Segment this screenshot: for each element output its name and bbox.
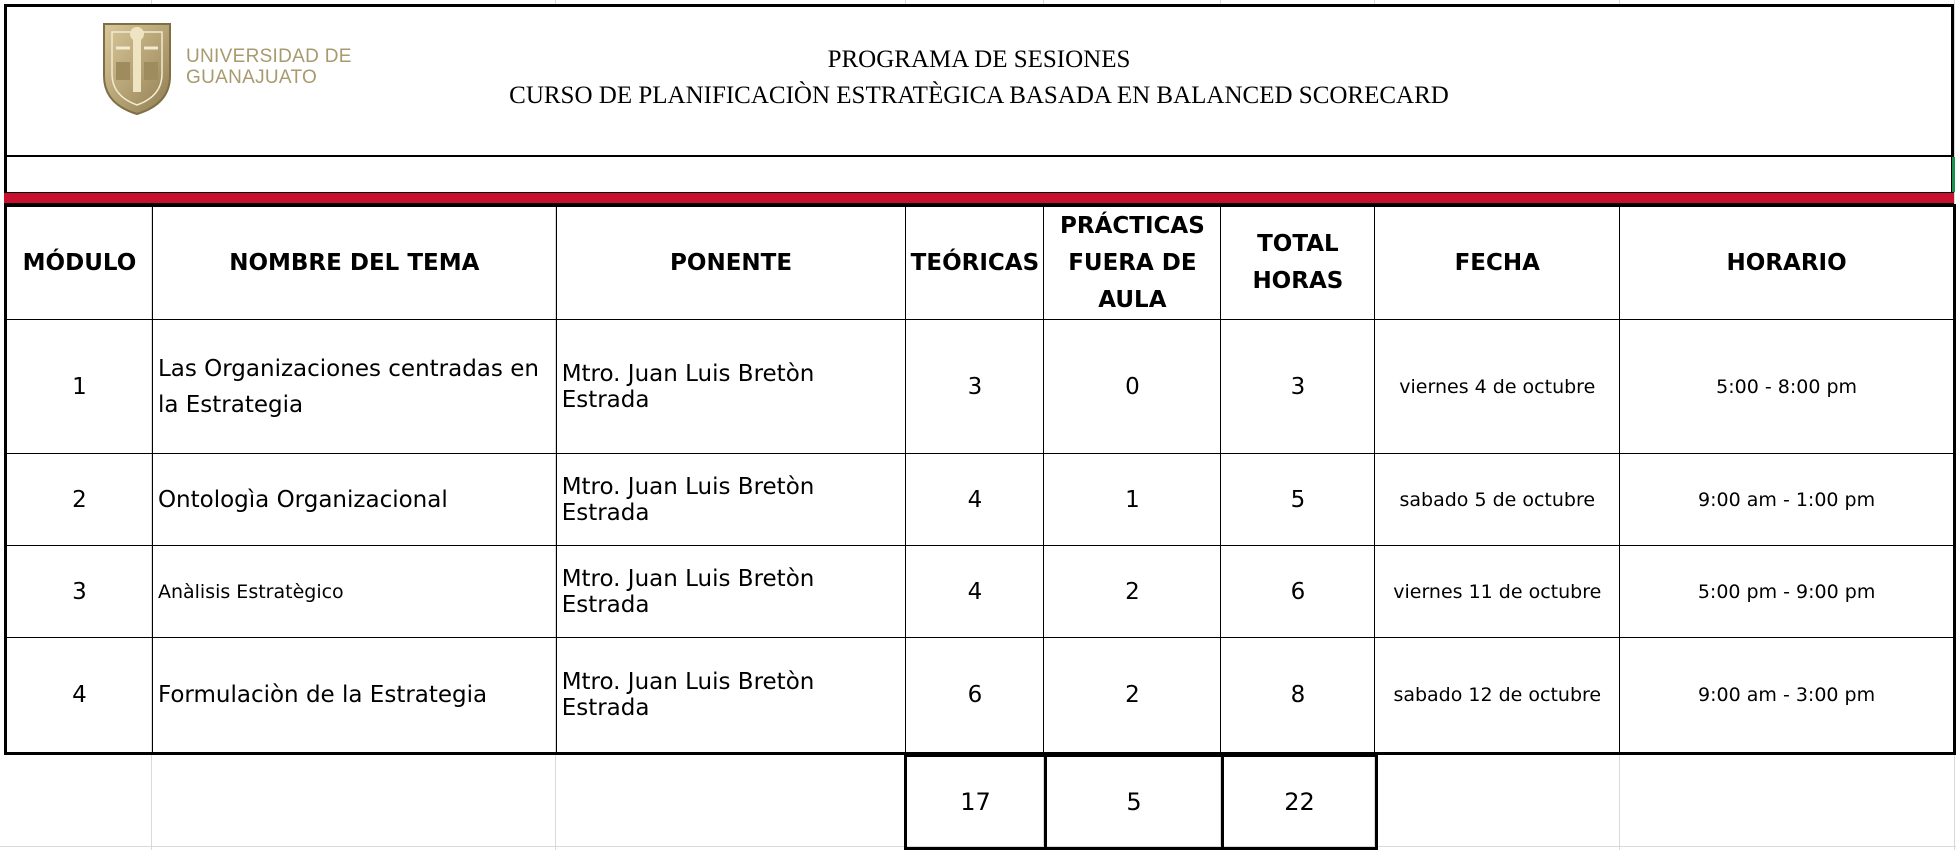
total-teoricas: 17 (906, 756, 1046, 849)
cell-tema: Formulaciòn de la Estrategia (152, 638, 556, 754)
cell-ponente: Mtro. Juan Luis Bretòn Estrada (556, 546, 906, 638)
table-row (6, 638, 1955, 754)
cell-practicas: 2 (1044, 546, 1221, 638)
cell-teoricas: 4 (906, 546, 1044, 638)
logo-text-line1: UNIVERSIDAD DE (186, 46, 352, 67)
cell-fecha: sabado 12 de octubre (1375, 638, 1620, 754)
cell-horario: 9:00 am - 3:00 pm (1620, 638, 1955, 754)
header-modulo: MÓDULO (6, 206, 153, 320)
header-horario: HORARIO (1620, 206, 1955, 320)
cell-total: 5 (1221, 454, 1375, 546)
cell-fecha: sabado 5 de octubre (1375, 454, 1620, 546)
table-row (6, 454, 1955, 546)
cell-total: 3 (1221, 320, 1375, 454)
document-title: PROGRAMA DE SESIONES (827, 46, 1131, 73)
table-row (6, 320, 1955, 454)
cell-total: 6 (1221, 546, 1375, 638)
document-subtitle: CURSO DE PLANIFICACIÒN ESTRATÈGICA BASADA EN BALANCED SCORECARD (509, 82, 1449, 109)
cell-modulo: 2 (6, 454, 153, 546)
cell-practicas: 2 (1044, 638, 1221, 754)
cell-tema: Ontologìa Organizacional (152, 454, 556, 546)
cell-teoricas: 6 (906, 638, 1044, 754)
header-practicas: PRÁCTICAS FUERA DE AULA (1044, 206, 1221, 320)
header-fecha: FECHA (1375, 206, 1620, 320)
spacer-row (4, 157, 1954, 192)
cell-horario: 5:00 pm - 9:00 pm (1620, 546, 1955, 638)
header-total: TOTAL HORAS (1221, 206, 1375, 320)
schedule-table (4, 204, 1956, 755)
table-header-row (6, 206, 1955, 320)
cell-fecha: viernes 4 de octubre (1375, 320, 1620, 454)
cell-horario: 5:00 - 8:00 pm (1620, 320, 1955, 454)
red-divider-band (4, 192, 1954, 204)
logo-text-line2: GUANAJUATO (186, 67, 318, 88)
cell-teoricas: 4 (906, 454, 1044, 546)
cell-modulo: 4 (6, 638, 153, 754)
cell-ponente: Mtro. Juan Luis Bretòn Estrada (556, 638, 906, 754)
cell-practicas: 1 (1044, 454, 1221, 546)
cell-tema: Anàlisis Estratègico (152, 546, 556, 638)
header-ponente: PONENTE (556, 206, 906, 320)
cell-horario: 9:00 am - 1:00 pm (1620, 454, 1955, 546)
cell-modulo: 3 (6, 546, 153, 638)
header-teoricas: TEÓRICAS (906, 206, 1044, 320)
cell-ponente: Mtro. Juan Luis Bretòn Estrada (556, 454, 906, 546)
total-practicas: 5 (1046, 756, 1223, 849)
header-tema: NOMBRE DEL TEMA (152, 206, 556, 320)
table-row (6, 546, 1955, 638)
cell-teoricas: 3 (906, 320, 1044, 454)
total-horas: 22 (1223, 756, 1377, 849)
cell-practicas: 0 (1044, 320, 1221, 454)
cell-modulo: 1 (6, 320, 153, 454)
cell-total: 8 (1221, 638, 1375, 754)
totals-table (904, 754, 1378, 850)
cell-fecha: viernes 11 de octubre (1375, 546, 1620, 638)
totals-row (906, 756, 1377, 849)
cell-selection-marker (1952, 157, 1955, 192)
cell-ponente: Mtro. Juan Luis Bretòn Estrada (556, 320, 906, 454)
cell-tema: Las Organizaciones centradas en la Estrategia (152, 320, 556, 454)
